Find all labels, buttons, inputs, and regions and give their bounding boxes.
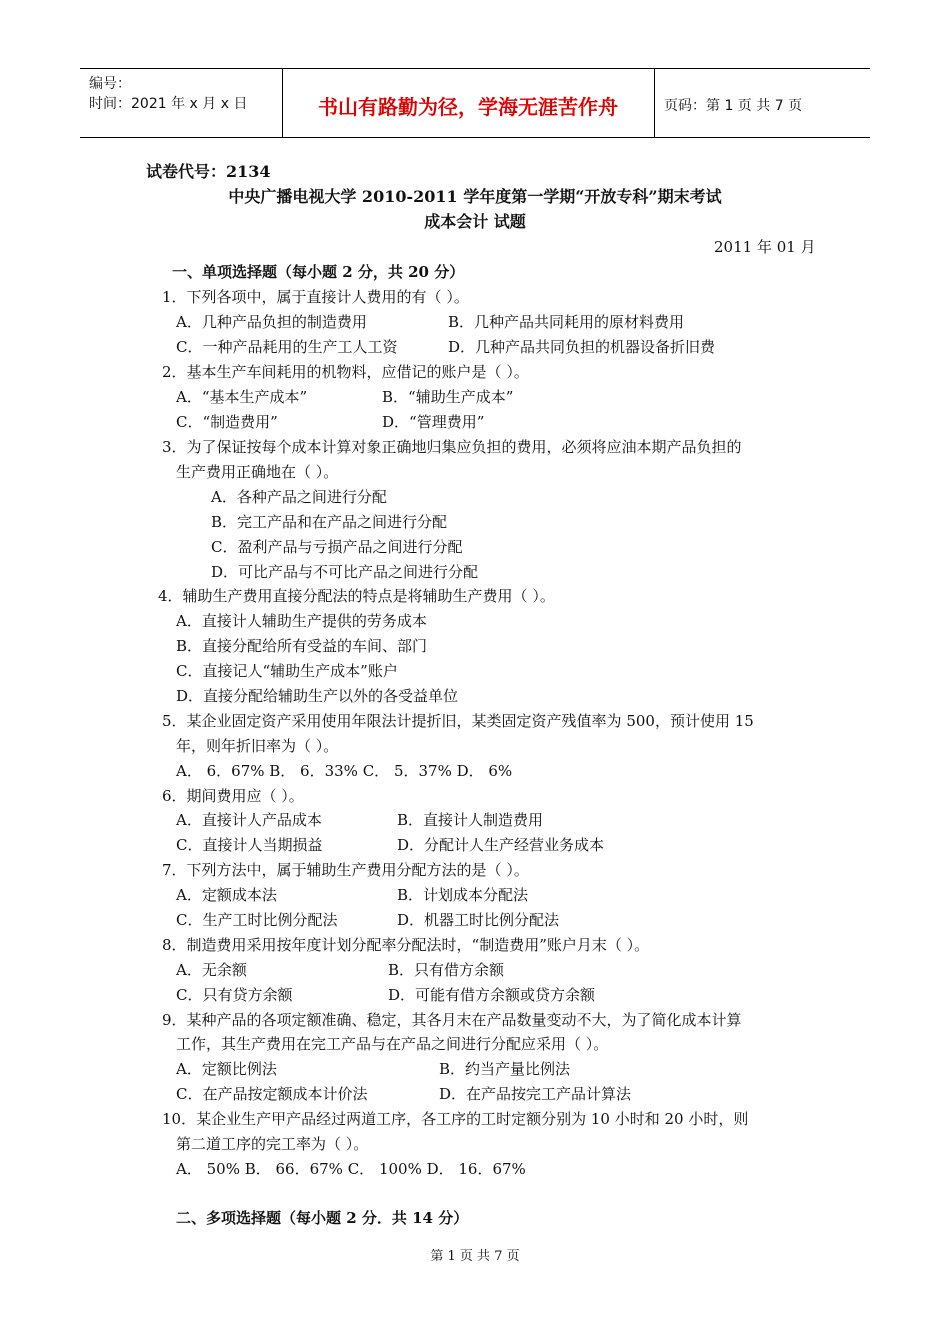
section1-heading: 一、单项选择题（每小题 2 分，共 20 分）	[172, 263, 465, 281]
option: B．直接计人制造费用	[397, 811, 544, 829]
option: D．“管理费用”	[382, 413, 485, 431]
header-page-info: 页码：第 1 页 共 7 页	[664, 98, 803, 114]
exam-subtitle: 成本会计 试题	[424, 212, 526, 231]
option: B．“辅助生产成本”	[382, 388, 514, 406]
option: C．盈利产品与亏损产品之间进行分配	[211, 538, 463, 556]
option: D．可能有借方余额或贷方余额	[388, 986, 596, 1004]
header-motto-cell	[282, 69, 655, 137]
question-line: 10．某企业生产甲产品经过两道工序，各工序的工时定额分别为 10 小时和 20 小时，则	[162, 1110, 749, 1128]
option-row: A． 6．67% B． 6．33% C． 5．37% D． 6%	[176, 762, 513, 780]
option: C．直接记人“辅助生产成本”账户	[176, 662, 398, 680]
option: A．无余额	[176, 961, 247, 979]
option: B．完工产品和在产品之间进行分配	[211, 513, 448, 531]
question-line: 8．制造费用采用按年度计划分配率分配法时，“制造费用”账户月末（ ）。	[162, 936, 650, 954]
option: C．一种产品耗用的生产工人工资	[176, 338, 398, 356]
question-line: 9．某种产品的各项定额准确、稳定，其各月末在产品数量变动不大，为了简化成本计算	[162, 1011, 742, 1029]
question-line: 3．为了保证按每个成本计算对象正确地归集应负担的费用，必须将应油本期产品负担的	[162, 438, 742, 456]
question-line: 2．基本生产车间耗用的机物料，应借记的账户是（ ）。	[162, 363, 529, 381]
page-footer: 第 1 页 共 7 页	[430, 1249, 520, 1264]
motto: 书山有路勤为径，学海无涯苦作舟	[318, 95, 618, 119]
question-line: 工作，其生产费用在完工产品与在产品之间进行分配应采用（ ）。	[176, 1035, 609, 1053]
option: C．生产工时比例分配法	[176, 911, 338, 929]
option: B．直接分配给所有受益的车间、部门	[176, 637, 428, 655]
option: D．分配计人生产经营业务成本	[397, 836, 605, 854]
question-line: 7．下列方法中，属于辅助生产费用分配方法的是（ ）。	[162, 861, 529, 879]
option: A．各种产品之间进行分配	[211, 488, 387, 506]
question-line: 生产费用正确地在（ ）。	[176, 463, 339, 481]
question-line: 1．下列各项中，属于直接计人费用的有（ ）。	[162, 288, 469, 306]
header-page-cell	[654, 69, 870, 137]
option: B．只有借方余额	[388, 961, 505, 979]
option: B．约当产量比例法	[439, 1060, 571, 1078]
option: A．直接计人辅助生产提供的劳务成本	[176, 612, 427, 630]
time-label: 时间：2021 年 x 月 x 日	[89, 96, 248, 112]
exam-code: 试卷代号：2134	[146, 162, 271, 181]
option: A．定额比例法	[176, 1060, 277, 1078]
exam-date: 2011 年 01 月	[714, 238, 816, 256]
option: C．直接计人当期损益	[176, 836, 323, 854]
option: C．只有贷方余额	[176, 986, 293, 1004]
option: D．几种产品共同负担的机器设备折旧费	[448, 338, 716, 356]
section2-heading: 二、多项选择题（每小题 2 分．共 14 分）	[176, 1209, 469, 1227]
option: D．机器工时比例分配法	[397, 911, 560, 929]
header-table	[80, 68, 870, 138]
option: A．“基本生产成本”	[176, 388, 308, 406]
question-line: 4．辅助生产费用直接分配法的特点是将辅助生产费用（ ）。	[158, 587, 555, 605]
option: D．可比产品与不可比产品之间进行分配	[211, 563, 479, 581]
question-line: 6．期间费用应（ ）。	[162, 787, 304, 805]
option: D．直接分配给辅助生产以外的各受益单位	[176, 687, 459, 705]
option: C．在产品按定额成本计价法	[176, 1085, 368, 1103]
option: A．几种产品负担的制造费用	[176, 313, 367, 331]
header-left-cell	[80, 69, 283, 137]
number-label: 编号：	[89, 76, 131, 92]
option: B．计划成本分配法	[397, 886, 529, 904]
option: A．定额成本法	[176, 886, 277, 904]
exam-title: 中央广播电视大学 2010-2011 学年度第一学期“开放专科”期末考试	[228, 187, 722, 206]
question-line: 年，则年折旧率为（ ）。	[176, 737, 339, 755]
question-line: 5．某企业固定资产采用使用年限法计提折旧，某类固定资产残值率为 500，预计使用 15	[162, 712, 754, 730]
question-line: 第二道工序的完工率为（ ）。	[176, 1135, 369, 1153]
option: D．在产品按完工产品计算法	[439, 1085, 632, 1103]
option: C．“制造费用”	[176, 413, 278, 431]
option-row: A． 50% B． 66．67% C． 100% D． 16．67%	[176, 1160, 526, 1178]
option: A．直接计人产品成本	[176, 811, 322, 829]
option: B．几种产品共同耗用的原材料费用	[448, 313, 685, 331]
